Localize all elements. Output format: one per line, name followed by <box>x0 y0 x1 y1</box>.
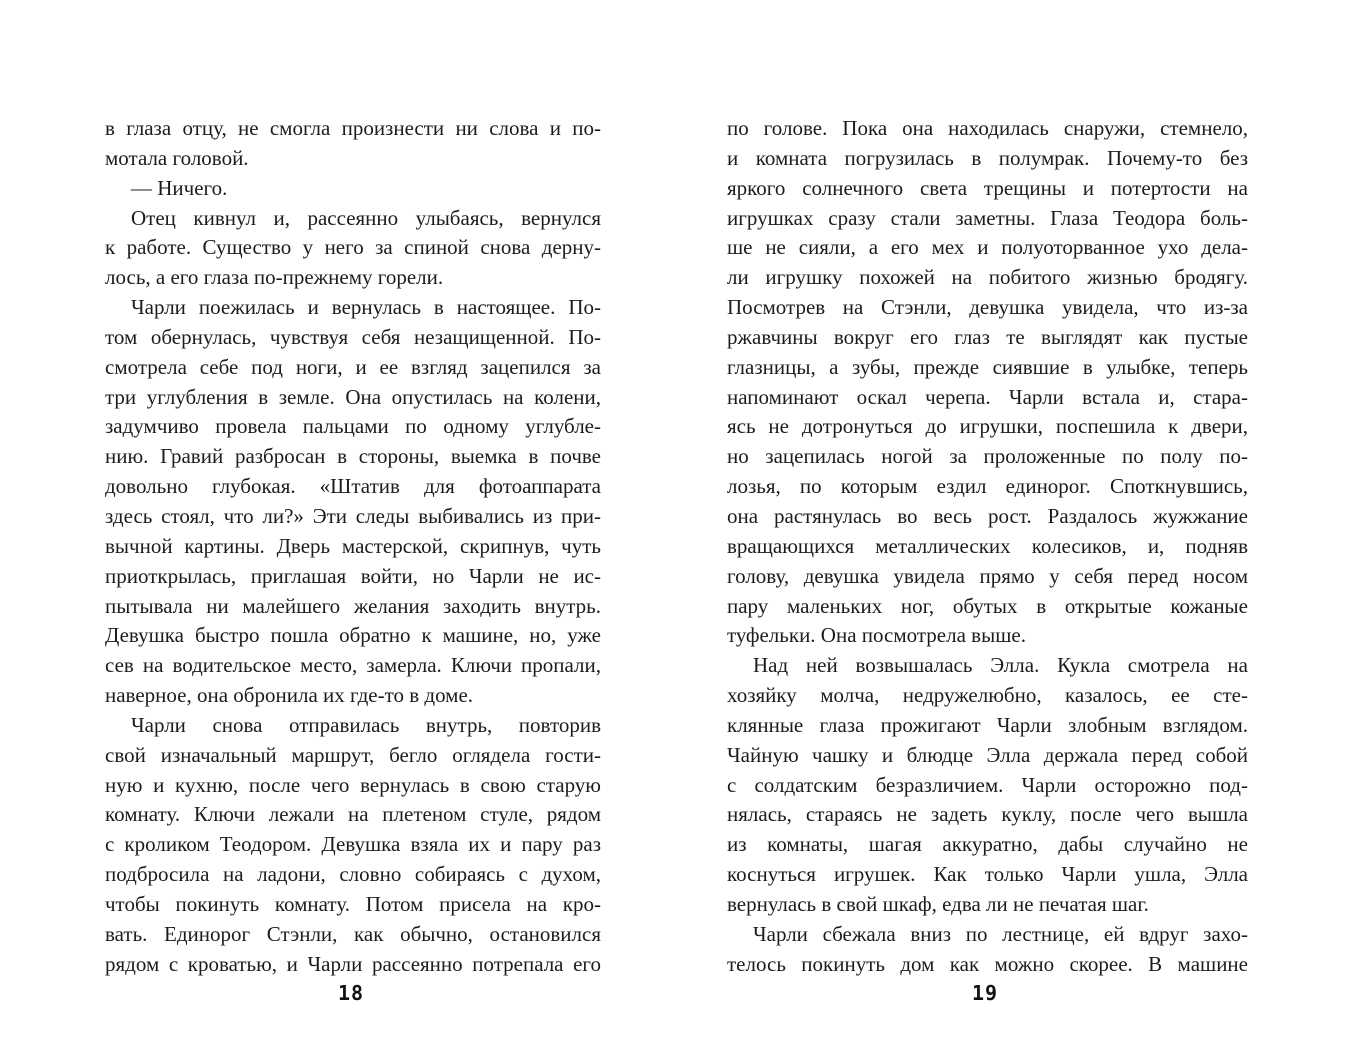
text-line: Над ней возвышалась Элла. Кукла смотрела на <box>753 653 1248 678</box>
text-line: ли игрушку похожей на побитого жизнью бродягу. <box>727 265 1248 290</box>
left-page-text <box>105 114 601 979</box>
text-line: вычной картины. Дверь мастерской, скрипнув, чуть <box>105 533 601 558</box>
text-line: вернулась в свой шкаф, едва ли не печатая шаг. <box>727 891 1149 916</box>
text-line: и комната погрузилась в полумрак. Почему-то без <box>727 145 1248 170</box>
text-line: лось, а его глаза по-прежнему горели. <box>105 265 444 290</box>
text-line: Чарли сбежала вниз по лестнице, ей вдруг захо- <box>753 921 1248 946</box>
text-line: телось покинуть дом как можно скорее. В машине <box>727 951 1248 976</box>
text-line: Чайную чашку и блюдце Элла держала перед собой <box>727 742 1248 767</box>
page-number-left: 18 <box>338 981 365 1005</box>
text-line: из комнаты, шагая аккуратно, дабы случайно не <box>727 832 1248 857</box>
text-line: Чарли поежилась и вернулась в настоящее. По- <box>131 295 601 320</box>
text-line: здесь стоял, что ли?» Эти следы выбивались из при- <box>105 503 601 528</box>
text-line: ше не сияли, а его мех и полуоторванное ухо дела- <box>727 235 1248 260</box>
text-line: ржавчины вокруг его глаз те выглядят как пустые <box>727 324 1248 349</box>
text-line: комнату. Ключи лежали на плетеном стуле, рядом <box>105 802 601 827</box>
text-line: подбросила на ладони, словно собираясь с духом, <box>105 862 601 887</box>
text-line: яркого солнечного света трещины и потертости на <box>727 175 1248 200</box>
text-line: Посмотрев на Стэнли, девушка увидела, что из-за <box>727 295 1248 320</box>
text-line: пару маленьких ног, обутых в открытые кожаные <box>727 593 1248 618</box>
text-line: игрушках сразу стали заметны. Глаза Теодора боль- <box>727 205 1248 230</box>
text-line: коснуться игрушек. Как только Чарли ушла, Элла <box>727 862 1248 887</box>
text-line: задумчиво провела пальцами по одному углубле- <box>105 414 601 439</box>
text-line: Отец кивнул и, рассеянно улыбаясь, вернулся <box>131 205 601 230</box>
text-line: сев на водительское место, замерла. Ключи пропали, <box>105 653 601 678</box>
text-line: довольно глубокая. «Штатив для фотоаппарата <box>105 474 601 499</box>
page-number-right: 19 <box>972 981 999 1005</box>
text-line: наверное, она обронила их где-то в доме. <box>105 683 474 708</box>
text-line: хозяйку молча, недружелюбно, казалось, ее сте- <box>727 683 1248 708</box>
text-line: она растянулась во весь рост. Раздалось жужжание <box>727 503 1248 528</box>
text-line: три углубления в земле. Она опустилась на колени, <box>105 384 601 409</box>
text-line: нялась, стараясь не задеть куклу, после чего вышла <box>727 802 1248 827</box>
text-line: рядом с кроватью, и Чарли рассеянно потрепала его <box>105 951 601 976</box>
text-line: — Ничего. <box>131 175 228 200</box>
text-line: лозья, по которым ездил единорог. Споткнувшись, <box>727 474 1248 499</box>
text-line: приоткрылась, приглашая войти, но Чарли не ис- <box>105 563 601 588</box>
text-line: чтобы покинуть комнату. Потом присела на кро- <box>105 891 601 916</box>
text-line: к работе. Существо у него за спиной снова дерну- <box>105 235 601 260</box>
text-line: туфельки. Она посмотрела выше. <box>727 623 1026 648</box>
text-line: том обернулась, чувствуя себя незащищенной. По- <box>105 324 601 349</box>
text-line: по голове. Пока она находилась снаружи, стемнело, <box>727 116 1248 140</box>
right-page-text <box>727 114 1248 979</box>
text-line: глазницы, а зубы, прежде сиявшие в улыбке, теперь <box>727 354 1248 379</box>
text-line: голову, девушка увидела прямо у себя перед носом <box>727 563 1248 588</box>
text-line: в глаза отцу, не смогла произнести ни слова и по- <box>105 116 601 140</box>
text-line: свой изначальный маршрут, бегло оглядела гости- <box>105 742 601 767</box>
text-line: Чарли снова отправилась внутрь, повторив <box>131 712 601 737</box>
text-line: напоминают оскал черепа. Чарли встала и, стара- <box>727 384 1248 409</box>
text-line: вращающихся металлических колесиков, и, подняв <box>727 533 1248 558</box>
text-line: с солдатским безразличием. Чарли осторожно под- <box>727 772 1248 797</box>
text-line: ясь не дотронуться до игрушки, поспешила к двери, <box>727 414 1248 439</box>
text-line: пытывала ни малейшего желания заходить внутрь. <box>105 593 601 618</box>
text-line: нию. Гравий разбросан в стороны, выемка в почве <box>105 444 601 469</box>
text-line: вать. Единорог Стэнли, как обычно, остановился <box>105 921 601 946</box>
text-line: но зацепилась ногой за проложенные по полу по- <box>727 444 1248 469</box>
text-line: Девушка быстро пошла обратно к машине, но, уже <box>105 623 601 648</box>
text-line: клянные глаза прожигают Чарли злобным взглядом. <box>727 712 1248 737</box>
text-line: ную и кухню, после чего вернулась в свою старую <box>105 772 601 797</box>
text-line: мотала головой. <box>105 145 249 170</box>
text-line: с кроликом Теодором. Девушка взяла их и пару раз <box>105 832 601 857</box>
text-line: смотрела себе под ноги, и ее взгляд зацепился за <box>105 354 601 379</box>
